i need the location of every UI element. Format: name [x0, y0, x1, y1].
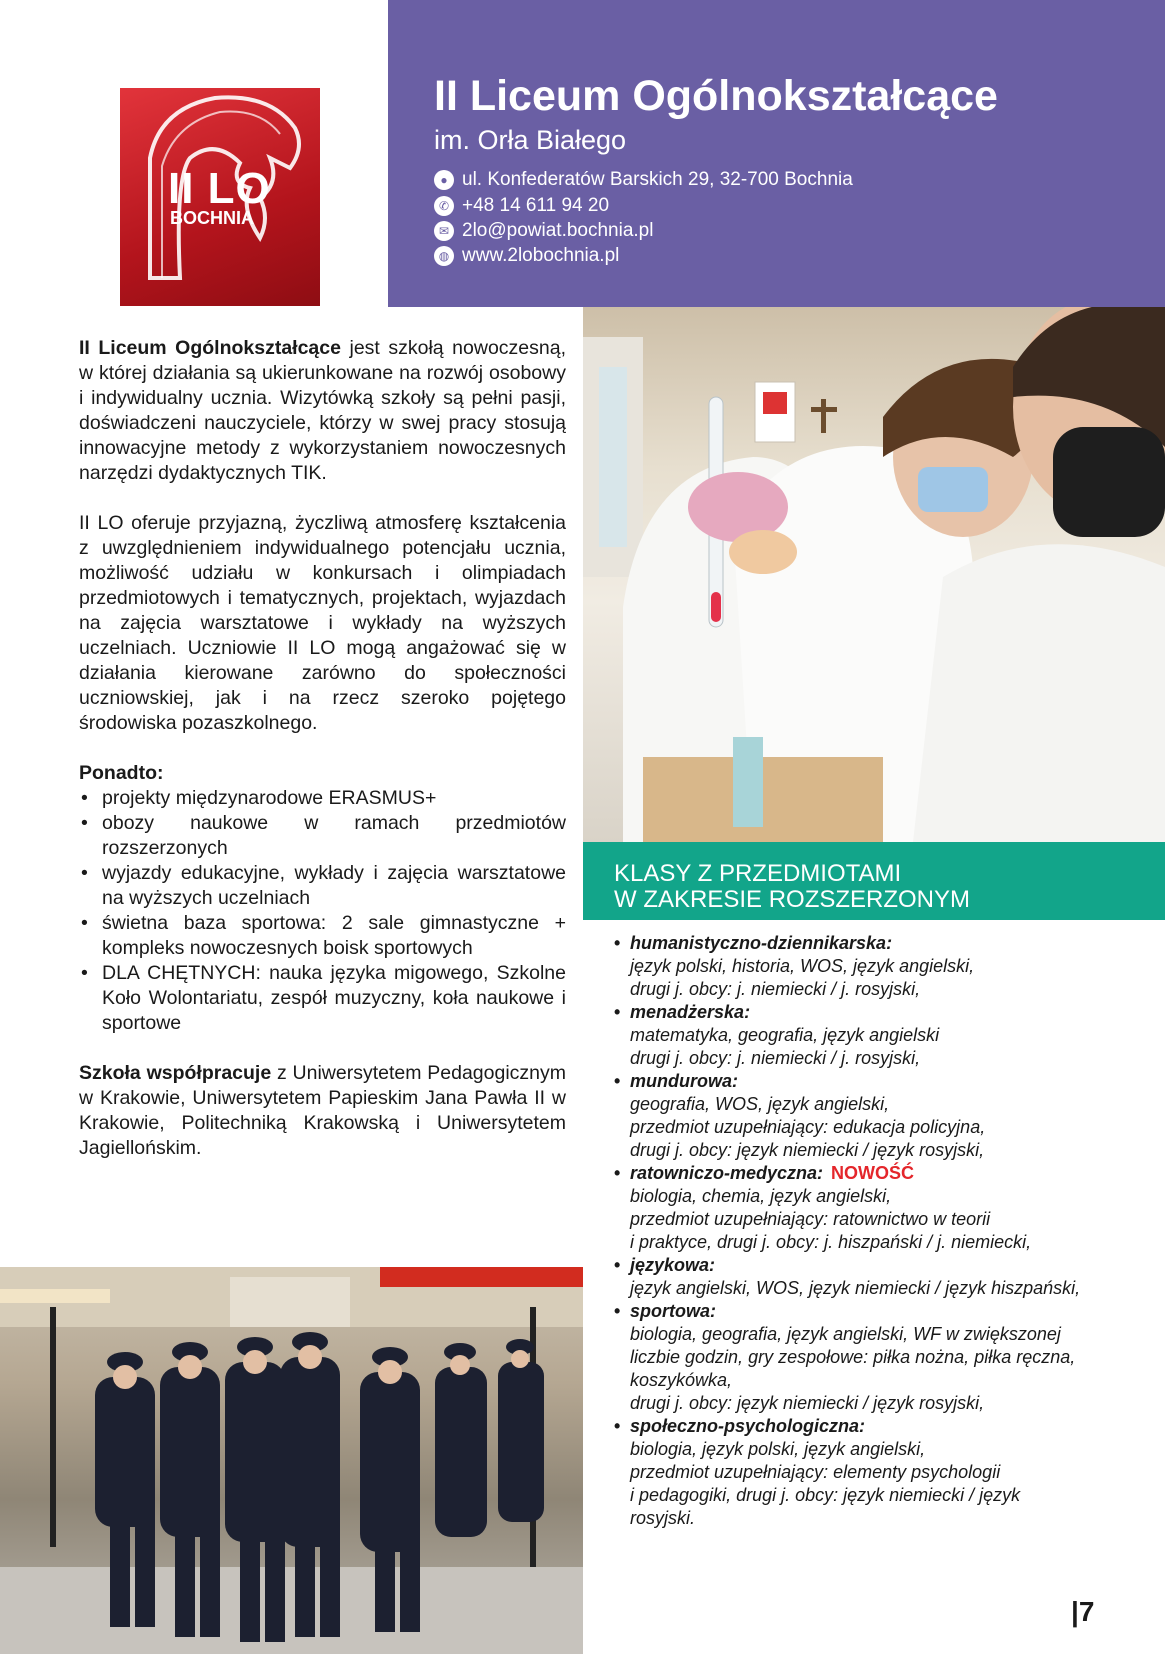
class-line: koszykówka,: [630, 1370, 733, 1390]
class-line: przedmiot uzupełniający: elementy psychologii: [630, 1462, 1001, 1482]
cooperation-text: z Uniwersytetem Pedagogicznym w Krakowie, Uniwersytetem Papieskim Jana Pawła II w Krakowie, Politechniką Krakowską i Uniwersytetem Jagiellońskim.: [79, 1062, 567, 1159]
class-item-sportowa: [612, 1300, 1132, 1415]
class-item-menadzerska: [612, 1001, 1132, 1070]
list-item: • świetna baza sportowa: 2 sale gimnastyczne + kompleks nowoczesnych boisk sportowych: [79, 911, 566, 961]
class-line: przedmiot uzupełniający: ratownictwo w teorii: [630, 1209, 991, 1229]
class-line: matematyka, geografia, język angielski: [630, 1025, 940, 1045]
globe-icon: ◍: [434, 246, 454, 266]
school-logo: [120, 88, 320, 306]
class-item-jezykowa: [612, 1254, 1132, 1300]
email-link[interactable]: 2lo@powiat.bochnia.pl: [462, 220, 654, 241]
class-line: i praktyce, drugi j. obcy: j. hiszpański / j. niemiecki,: [630, 1232, 1032, 1252]
class-line: przedmiot uzupełniający: edukacja policyjna,: [630, 1117, 986, 1137]
class-name: menadżerska:: [630, 1002, 751, 1022]
intro-column: [79, 336, 566, 1186]
class-line: drugi j. obcy: język niemiecki / język rosyjski,: [630, 1140, 985, 1160]
envelope-icon: ✉: [434, 221, 454, 241]
phone-icon: ✆: [434, 196, 454, 216]
list-item: • DLA CHĘTNYCH: nauka języka migowego, Szkolne Koło Wolontariatu, zespół muzyczny, koła naukowe i sportowe: [79, 961, 566, 1036]
class-name: sportowa:: [630, 1301, 717, 1321]
logo-text-city: BOCHNIA: [170, 208, 254, 228]
contact-website[interactable]: [434, 245, 1114, 269]
class-line: język polski, historia, WOS, język angielski,: [630, 956, 975, 976]
class-line: liczbie godzin, gry zespołowe: piłka nożna, piłka ręczna,: [630, 1347, 1076, 1367]
uniformed-students-illustration: [0, 1267, 583, 1654]
class-line: biologia, geografia, język angielski, WF w zwiększonej: [630, 1324, 1061, 1344]
class-line: drugi j. obcy: język niemiecki / język rosyjski,: [630, 1393, 985, 1413]
class-line: biologia, język polski, język angielski,: [630, 1439, 926, 1459]
class-name: mundurowa:: [630, 1071, 738, 1091]
ponadto-heading: Ponadto:: [79, 762, 164, 784]
class-line: język angielski, WOS, język niemiecki / język hiszpański,: [630, 1278, 1081, 1298]
address-text: ul. Konfederatów Barskich 29, 32-700 Bochnia: [462, 169, 853, 190]
cooperation-bold: Szkoła współpracuje: [79, 1062, 272, 1084]
list-item: • wyjazdy edukacyjne, wykłady i zajęcia warsztatowe na wyższych uczelniach: [79, 861, 566, 911]
class-name: społeczno-psychologiczna:: [630, 1416, 866, 1436]
intro-bold-school-name: II Liceum Ogólnokształcące: [79, 337, 341, 359]
intro-paragraph-2: II LO oferuje przyjazną, życzliwą atmosferę kształcenia z uwzględnieniem indywidualnego potencjału ucznia, możliwość udziału w konkursach i olimpiadach przedmiotowych i tematycznych, projektach, wyjazdach na zajęcia warsztatowe i wykłady na wyższych uczelniach. Uczniowie II LO mogą angażować się w działania kierowane zarówno do społeczności uczniowskiej, jak i na rzecz szeroko pojętego środowiska pozaszkolnego.: [79, 512, 566, 734]
class-line: i pedagogiki, drugi j. obcy: język niemiecki / język: [630, 1485, 1021, 1505]
class-profiles-list: [612, 932, 1132, 1530]
klasy-title-line2: W ZAKRESIE ROZSZERZONYM: [614, 886, 971, 913]
klasy-title-line1: KLASY Z PRZEDMIOTAMI: [614, 860, 902, 887]
class-item-spoleczno-psychologiczna: [612, 1415, 1132, 1530]
contact-email[interactable]: [434, 220, 1114, 244]
class-line: biologia, chemia, język angielski,: [630, 1186, 892, 1206]
intro-paragraph-1: [79, 336, 566, 486]
website-link[interactable]: www.2lobochnia.pl: [462, 245, 620, 266]
ponadto-list: [79, 786, 566, 1036]
class-name: językowa:: [630, 1255, 716, 1275]
list-item: • obozy naukowe w ramach przedmiotów rozszerzonych: [79, 811, 566, 861]
logo-text-main: II LO: [168, 164, 271, 213]
class-item-mundurowa: [612, 1070, 1132, 1162]
lab-photo: [583, 307, 1165, 842]
school-title: II Liceum Ogólnokształcące: [434, 72, 998, 120]
list-item: • projekty międzynarodowe ERASMUS+: [79, 786, 566, 811]
class-name: ratowniczo-medyczna:: [630, 1163, 824, 1183]
class-line: drugi j. obcy: j. niemiecki / j. rosyjski,: [630, 1048, 921, 1068]
phone-text[interactable]: +48 14 611 94 20: [462, 195, 610, 216]
class-line: drugi j. obcy: j. niemiecki / j. rosyjski,: [630, 979, 921, 999]
map-pin-icon: ●: [434, 170, 454, 190]
cooperation-paragraph: [79, 1061, 566, 1161]
class-item-ratowniczo-medyczna: [612, 1162, 1132, 1254]
intro-p1-text: jest szkołą nowoczesną, w której działania są ukierunkowane na rozwój osobowy i indywidualny ucznia. Wizytówką szkoły są pełni pasji, doświadczeni nauczyciele, którzy w swej pracy stosują innowacyjne metody z wykorzystaniem nowoczesnych narzędzi dydaktycznych TIK.: [79, 337, 566, 484]
page-number: |7: [1071, 1596, 1095, 1627]
class-line: rosyjski.: [630, 1508, 696, 1528]
contact-address: [434, 169, 1114, 193]
school-subtitle: im. Orła Białego: [434, 125, 627, 155]
class-name: humanistyczno-dziennikarska:: [630, 933, 893, 953]
contact-phone[interactable]: [434, 195, 1114, 219]
new-badge: NOWOŚĆ: [831, 1163, 915, 1183]
class-item-humanistyczno-dziennikarska: [612, 932, 1132, 1001]
class-line: geografia, WOS, język angielski,: [630, 1094, 890, 1114]
lab-photo-illustration: [583, 307, 1165, 842]
uniformed-students-photo: [0, 1267, 583, 1654]
